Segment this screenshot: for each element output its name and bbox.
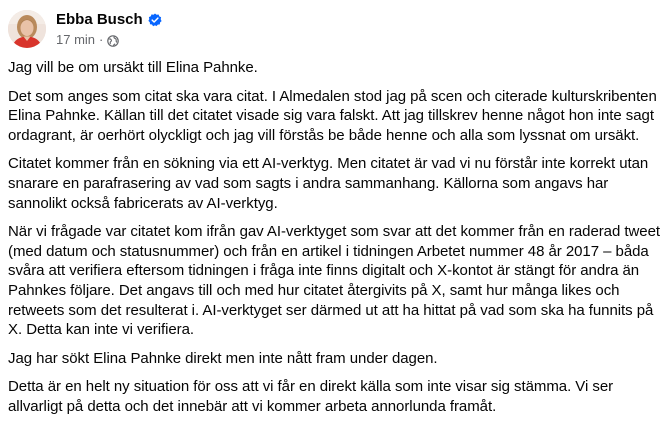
post-paragraph-3: Citatet kommer från en sökning via ett AI-verktyg. Men citatet är vad vi nu förstår inte korrekt utan snarare en parafrasering av vad som sagts i andra sammanhang. Källorna som angavs har sannolikt också fabricerats av AI-verktyg. — [8, 155, 649, 212]
post-body — [8, 58, 664, 426]
author-row — [56, 10, 162, 30]
avatar-image — [8, 10, 46, 48]
post-paragraph-1: Jag vill be om ursäkt till Elina Pahnke. — [8, 59, 258, 76]
post-paragraph-6: Detta är en helt ny situation för oss att vi får en direkt källa som inte visar sig stämma. Vi ser allvarligt på detta och det innebär att vi kommer arbeta annorlunda framåt. — [8, 378, 614, 415]
separator-dot: · — [99, 31, 104, 47]
post-header — [8, 7, 162, 51]
avatar[interactable] — [8, 10, 46, 48]
post-timestamp[interactable]: 17 min — [56, 31, 96, 47]
post-paragraph-5: Jag har sökt Elina Pahnke direkt men inte nått fram under dagen. — [8, 349, 438, 367]
post-meta — [56, 10, 162, 49]
author-name[interactable]: Ebba Busch — [56, 10, 143, 28]
post-paragraph-4: När vi frågade var citatet kom ifrån gav AI-verktyget som svar att det kommer från en raderad tweet (med datum och statusnummer) och från en artikel i tidningen Arbetet nummer 48 år 2017 – båda svåra att verifiera eftersom tidningen i fråga inte finns digitalt och X-kontot är stängt för andra än Pahnkes följare. Det angavs till och med hur citatet återgivits på X, samt hur många likes och retweets som det resulterat i. AI-verktyget ser därmed ut att ha hittat på vad som ska ha funnits på X. Detta kan inte vi verifiera. — [8, 223, 660, 339]
post-paragraph-2: Det som anges som citat ska vara citat. I Almedalen stod jag på scen och citerade kulturskribenten Elina Pahnke. Källan till det citatet visade sig vara falskt. Att jag tillskrev henne något hon inte sagt ordagrant, är oerhört olyckligt och jag vill förstås be både henne och alla som lyssnat om ursäkt. — [8, 87, 657, 144]
verified-badge-icon — [148, 13, 162, 27]
globe-icon[interactable] — [107, 34, 119, 46]
post-subline — [56, 31, 162, 49]
